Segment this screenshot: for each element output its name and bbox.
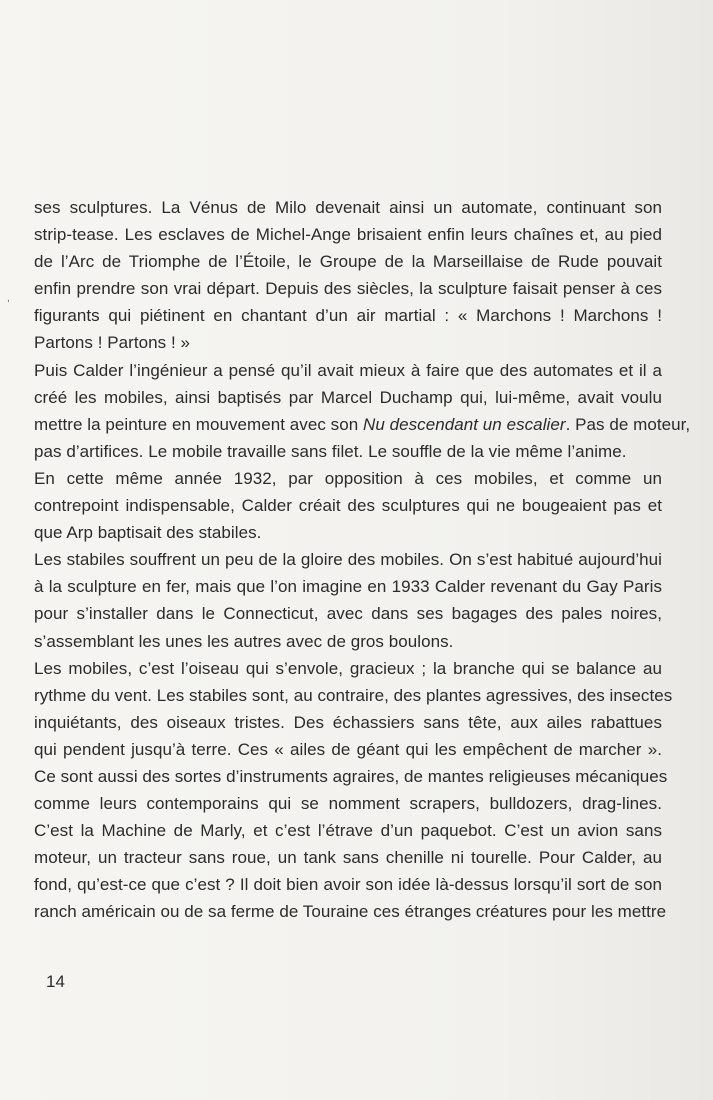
text-line: pas d’artifices. Le mobile travaille sans filet. Le souffle de la vie même l’anime.	[34, 441, 627, 461]
text-line: comme leurs contemporains qui se nomment scrapers, bulldozers, drag-lines.	[34, 794, 662, 814]
text-line: Les stabiles souffrent un peu de la gloire des mobiles. On s’est habitué aujourd’hui	[34, 550, 662, 570]
text-line: En cette même année 1932, par opposition à ces mobiles, et comme un	[34, 468, 662, 488]
text-line: Partons ! Partons ! »	[34, 333, 191, 353]
text-line: que Arp baptisait des stabiles.	[34, 523, 262, 543]
text-line: figurants qui piétinent en chantant d’un air martial : « Marchons ! Marchons !	[34, 306, 662, 326]
text-line: fond, qu’est-ce que c’est ? Il doit bien avoir son idée là-dessus lorsqu’il sort de son	[34, 875, 662, 895]
text-line: Ce sont aussi des sortes d’instruments agraires, de mantes religieuses mécaniques	[34, 766, 668, 786]
text-segment: mettre la peinture en mouvement avec son	[34, 414, 364, 434]
text-line: pour s’installer dans le Connecticut, avec dans ses bagages des pales noires,	[34, 604, 662, 624]
body-text	[34, 194, 691, 926]
text-line: qui pendent jusqu’à terre. Ces « ailes de géant qui les empêchent de marcher ».	[34, 739, 662, 759]
text-line: créé les mobiles, ainsi baptisés par Marcel Duchamp qui, lui-même, avait voulu	[34, 387, 662, 407]
text-line: Puis Calder l’ingénieur a pensé qu’il avait mieux à faire que des automates et il a	[34, 360, 662, 380]
text-line-with-italic-title	[34, 411, 691, 438]
text-line: Les mobiles, c’est l’oiseau qui s’envole, gracieux ; la branche qui se balance au	[34, 658, 662, 678]
text-line: contrepoint indispensable, Calder créait des sculptures qui ne bougeaient pas et	[34, 496, 662, 516]
text-line: ses sculptures. La Vénus de Milo devenait ainsi un automate, continuant son	[34, 198, 662, 217]
text-line: rythme du vent. Les stabiles sont, au contraire, des plantes agressives, des insectes	[34, 685, 673, 705]
text-segment: . Pas de moteur,	[565, 414, 691, 434]
page-number: 14	[46, 972, 65, 991]
text-line: C’est la Machine de Marly, et c’est l’étrave d’un paquebot. C’est un avion sans	[34, 821, 662, 841]
text-line: strip-tease. Les esclaves de Michel-Ange brisaient enfin leurs chaînes et, au pied	[34, 225, 662, 245]
text-line: inquiétants, des oiseaux tristes. Des échassiers sans tête, aux ailes rabattues	[34, 712, 662, 732]
text-line: enfin prendre son vrai départ. Depuis des siècles, la sculpture faisait penser à ces	[34, 279, 662, 299]
text-line: de l’Arc de Triomphe de l’Étoile, le Groupe de la Marseillaise de Rude pouvait	[34, 252, 662, 272]
text-line: ranch américain ou de sa ferme de Touraine ces étranges créatures pour les mettre	[34, 902, 667, 922]
text-line: s’assemblant les unes les autres avec de gros boulons.	[34, 631, 454, 651]
text-line: moteur, un tracteur sans roue, un tank sans chenille ni tourelle. Pour Calder, au	[34, 848, 662, 868]
artwork-title: Nu descendant un escalier	[363, 414, 566, 434]
text-line: à la sculpture en fer, mais que l’on imagine en 1933 Calder revenant du Gay Paris	[34, 577, 662, 597]
margin-mark: ,	[7, 293, 10, 304]
